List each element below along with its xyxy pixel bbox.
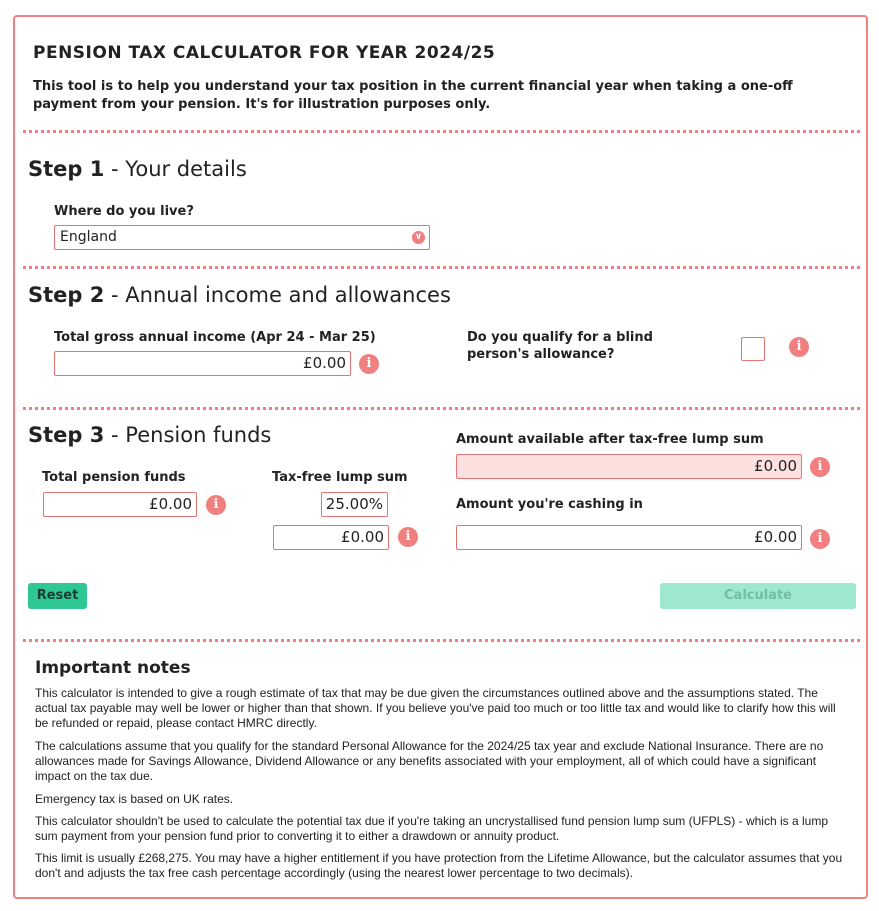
info-icon[interactable]: i (398, 527, 418, 547)
info-icon[interactable]: i (810, 457, 830, 477)
lump-sum-percent-input[interactable]: 25.00% (321, 492, 388, 517)
reset-button[interactable]: Reset (28, 583, 87, 609)
info-icon[interactable]: i (789, 337, 809, 357)
note-paragraph: This limit is usually £268,275. You may have a higher entitlement if you have protection from the Lifetime Allowance, but the calculator assumes that you don't and adjusts the tax free cash percentage accordingly (using the nearest lower percentage to two decimals). (35, 851, 843, 880)
divider (23, 266, 860, 269)
calculate-button[interactable]: Calculate (660, 583, 856, 609)
divider (23, 130, 860, 133)
info-icon[interactable]: i (359, 354, 379, 374)
cashing-amount-label: Amount you're cashing in (456, 497, 643, 512)
location-select[interactable] (54, 225, 430, 250)
location-label: Where do you live? (54, 204, 194, 219)
step3-title: - Pension funds (104, 423, 272, 447)
location-value: England (60, 229, 117, 245)
income-label: Total gross annual income (Apr 24 - Mar 25) (54, 330, 376, 345)
total-funds-label: Total pension funds (42, 470, 186, 485)
lump-sum-amount-input[interactable]: £0.00 (273, 525, 389, 550)
blind-allowance-checkbox[interactable] (741, 337, 765, 361)
divider (23, 407, 860, 410)
chevron-down-icon: ∨ (412, 231, 425, 244)
income-input[interactable]: £0.00 (54, 351, 351, 376)
step1-heading (28, 157, 247, 181)
calculator-panel (13, 15, 868, 899)
note-paragraph: This calculator shouldn't be used to calculate the potential tax due if you're taking an uncrystallised fund pension lump sum (UFPLS) - which is a lump sum payment from your pension fund prior to converting it to either a drawdown or annuity product. (35, 814, 828, 843)
notes-title: Important notes (35, 658, 191, 678)
lump-sum-label: Tax-free lump sum (272, 470, 408, 485)
blind-allowance-label: Do you qualify for a blind person's allowance? (467, 330, 653, 362)
step2-number: Step 2 (28, 283, 105, 307)
page-title: PENSION TAX CALCULATOR FOR YEAR 2024/25 (33, 43, 496, 63)
cashing-amount-input[interactable]: £0.00 (456, 525, 802, 550)
step1-title: - Your details (104, 157, 247, 181)
info-icon[interactable]: i (810, 529, 830, 549)
note-paragraph: The calculations assume that you qualify for the standard Personal Allowance for the 2024/25 tax year and exclude National Insurance. There are no allowances made for Savings Allowance, Dividend Allowance or any benefits associated with your employment, all of which could have a significant impact on the tax due. (35, 739, 824, 783)
available-amount-field: £0.00 (456, 454, 802, 479)
note-paragraph: This calculator is intended to give a rough estimate of tax that may be due given the circumstances outlined above and the assumptions stated. The actual tax payable may well be lower or higher than that shown. If you believe you've paid too much or too little tax and would like to clarify how this will be refunded or repaid, please contact HMRC directly. (35, 686, 836, 730)
available-amount-label: Amount available after tax-free lump sum (456, 432, 764, 447)
step2-heading (28, 283, 451, 307)
intro-text: This tool is to help you understand your tax position in the current financial year when taking a one-off payment from your pension. It's for illustration purposes only. (33, 79, 793, 112)
divider (23, 639, 860, 642)
total-funds-input[interactable]: £0.00 (43, 492, 197, 517)
note-paragraph: Emergency tax is based on UK rates. (35, 792, 234, 806)
step3-heading (28, 423, 271, 447)
step3-number: Step 3 (28, 423, 105, 447)
info-icon[interactable]: i (206, 495, 226, 515)
step1-number: Step 1 (28, 157, 105, 181)
step2-title: - Annual income and allowances (104, 283, 451, 307)
